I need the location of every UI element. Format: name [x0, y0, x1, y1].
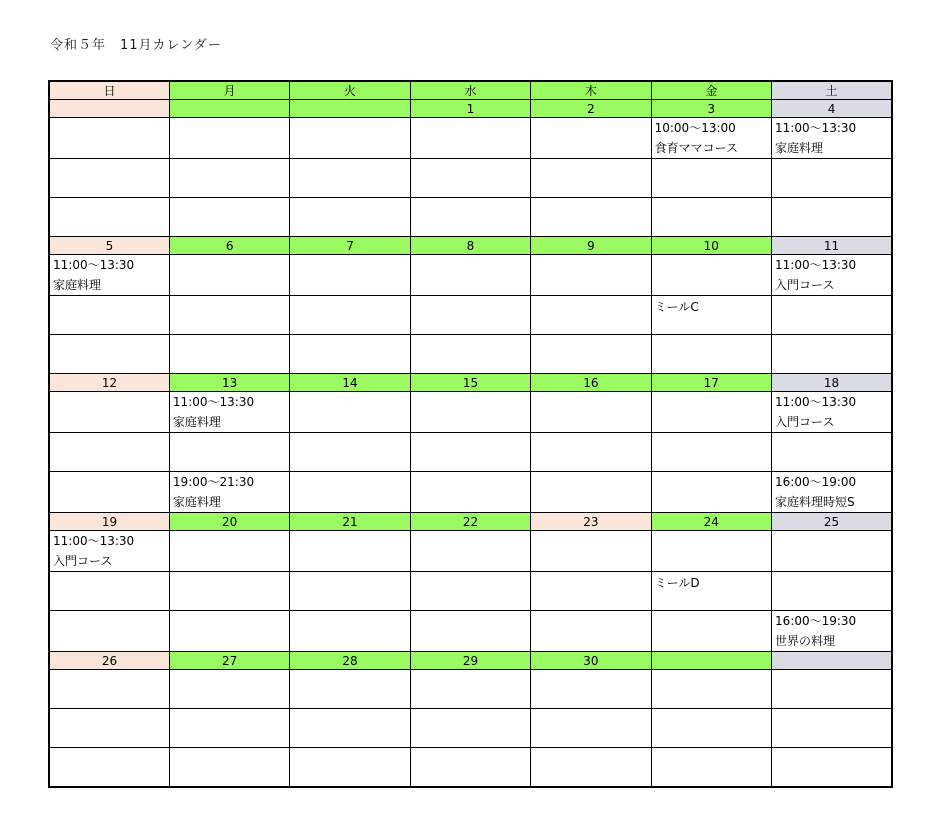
event-name-text: [50, 749, 169, 750]
event-cell-thursday: [531, 392, 651, 433]
event-time-text: 10:00～13:00: [654, 121, 736, 135]
event-cell-friday: [651, 433, 771, 472]
event-cell-tuesday: [290, 670, 410, 709]
event-name-text: [652, 336, 771, 337]
event-cell-tuesday: [290, 472, 410, 513]
event-name-text: [411, 199, 530, 200]
event-name-text: [411, 336, 530, 337]
week-3-date-row: [49, 374, 892, 392]
event-name-text: [411, 297, 530, 298]
event-name-text: [50, 199, 169, 200]
event-cell-tuesday: [290, 296, 410, 335]
event-cell-saturday: [772, 433, 892, 472]
event-cell-monday: [169, 433, 289, 472]
event-cell-tuesday: [290, 118, 410, 159]
week-2-event-row-3: [49, 335, 892, 374]
event-name-text: 家庭料理: [53, 278, 102, 292]
event-cell-thursday: [531, 472, 651, 513]
event-cell-wednesday: [410, 670, 530, 709]
event-name-text: [170, 612, 289, 613]
date-cell-monday: 27: [169, 652, 289, 670]
event-cell-sunday: [49, 118, 169, 159]
event-name-text: [411, 160, 530, 161]
event-name-text: [531, 573, 650, 574]
week-2-event-row-1: [49, 255, 892, 296]
date-cell-wednesday: 22: [410, 513, 530, 531]
date-cell-saturday: 18: [772, 374, 892, 392]
event-cell-tuesday: [290, 748, 410, 787]
day-header-thursday: 木: [531, 81, 651, 100]
event-name-text: [772, 710, 891, 711]
date-cell-wednesday: 29: [410, 652, 530, 670]
event-name-text: [652, 671, 771, 672]
event-cell-thursday: [531, 611, 651, 652]
week-1-event-row-1: [49, 118, 892, 159]
event-name-text: [652, 710, 771, 711]
event-cell-monday: [169, 472, 289, 513]
event-cell-monday: [169, 611, 289, 652]
event-name-text: [290, 473, 409, 474]
event-cell-wednesday: [410, 118, 530, 159]
event-cell-monday: [169, 572, 289, 611]
event-name-text: [772, 573, 891, 574]
event-cell-friday: [651, 572, 771, 611]
date-cell-monday: 20: [169, 513, 289, 531]
event-name-text: [50, 573, 169, 574]
event-name-text: [411, 256, 530, 257]
event-cell-sunday: [49, 433, 169, 472]
event-name-text: [290, 297, 409, 298]
event-cell-thursday: [531, 159, 651, 198]
event-cell-saturday: [772, 118, 892, 159]
event-name-text: [531, 393, 650, 394]
event-cell-tuesday: [290, 255, 410, 296]
event-cell-thursday: [531, 335, 651, 374]
date-cell-monday: 13: [169, 374, 289, 392]
event-cell-friday: [651, 472, 771, 513]
week-2-date-row: [49, 237, 892, 255]
event-name-text: [531, 473, 650, 474]
event-name-text: [50, 612, 169, 613]
event-cell-tuesday: [290, 611, 410, 652]
event-name-text: [531, 160, 650, 161]
event-cell-friday: [651, 335, 771, 374]
event-name-text: [290, 256, 409, 257]
event-time-text: 11:00～13:30: [172, 395, 255, 409]
event-cell-friday: [651, 748, 771, 787]
event-cell-wednesday: [410, 472, 530, 513]
event-cell-tuesday: [290, 531, 410, 572]
event-cell-monday: [169, 255, 289, 296]
date-cell-friday: [651, 652, 771, 670]
event-name-text: [170, 160, 289, 161]
week-5-event-row-2: [49, 709, 892, 748]
event-cell-sunday: [49, 159, 169, 198]
event-cell-monday: [169, 670, 289, 709]
event-name-text: [411, 671, 530, 672]
event-name-text: [50, 434, 169, 435]
calendar-table: [48, 80, 893, 788]
event-cell-tuesday: [290, 709, 410, 748]
event-name-text: 家庭料理時短S: [775, 495, 855, 509]
event-cell-thursday: [531, 748, 651, 787]
date-cell-wednesday: 15: [410, 374, 530, 392]
event-name-text: 入門コース: [53, 554, 113, 568]
event-cell-saturday: [772, 255, 892, 296]
event-name-text: [652, 749, 771, 750]
event-cell-saturday: [772, 531, 892, 572]
date-cell-friday: 3: [651, 100, 771, 118]
event-cell-monday: [169, 159, 289, 198]
event-cell-sunday: [49, 611, 169, 652]
event-cell-friday: [651, 670, 771, 709]
event-name-text: [290, 612, 409, 613]
date-cell-monday: 6: [169, 237, 289, 255]
event-name-text: [290, 671, 409, 672]
event-name-text: [772, 199, 891, 200]
week-4-date-row: [49, 513, 892, 531]
event-cell-wednesday: [410, 748, 530, 787]
event-name-text: [652, 473, 771, 474]
event-name-text: [772, 749, 891, 750]
event-name-text: [170, 119, 289, 120]
event-cell-friday: [651, 296, 771, 335]
event-name-text: [50, 671, 169, 672]
date-cell-thursday: 2: [531, 100, 651, 118]
date-cell-tuesday: [290, 100, 410, 118]
event-cell-monday: [169, 296, 289, 335]
date-cell-monday: [169, 100, 289, 118]
event-cell-wednesday: [410, 531, 530, 572]
event-name-text: [290, 710, 409, 711]
event-name-text: [652, 393, 771, 394]
event-cell-tuesday: [290, 159, 410, 198]
event-name-text: ミールD: [654, 576, 700, 590]
event-time-text: 11:00～13:30: [53, 534, 135, 548]
date-cell-wednesday: 1: [410, 100, 530, 118]
event-name-text: 食育ママコース: [654, 141, 739, 155]
event-cell-thursday: [531, 433, 651, 472]
event-name-text: [411, 573, 530, 574]
date-cell-sunday: 5: [49, 237, 169, 255]
event-name-text: [50, 473, 169, 474]
event-name-text: [531, 336, 650, 337]
event-cell-saturday: [772, 670, 892, 709]
day-header-wednesday: 水: [410, 81, 530, 100]
event-name-text: [50, 297, 169, 298]
event-cell-saturday: [772, 572, 892, 611]
event-name-text: [772, 297, 891, 298]
event-cell-tuesday: [290, 198, 410, 237]
date-cell-sunday: 19: [49, 513, 169, 531]
week-5-date-row: [49, 652, 892, 670]
event-name-text: [411, 473, 530, 474]
event-name-text: [290, 119, 409, 120]
event-name-text: [652, 199, 771, 200]
event-cell-friday: [651, 392, 771, 433]
event-time-text: 11:00～13:30: [53, 258, 135, 272]
event-cell-monday: [169, 748, 289, 787]
date-cell-sunday: 12: [49, 374, 169, 392]
event-cell-tuesday: [290, 392, 410, 433]
event-name-text: 家庭料理: [775, 141, 824, 155]
event-name-text: [290, 532, 409, 533]
date-cell-tuesday: 14: [290, 374, 410, 392]
week-3-event-row-1: [49, 392, 892, 433]
event-cell-monday: [169, 709, 289, 748]
event-name-text: [772, 671, 891, 672]
event-name-text: [531, 434, 650, 435]
day-header-monday: 月: [169, 81, 289, 100]
event-time-text: 16:00～19:30: [775, 614, 857, 628]
week-2-event-row-2: [49, 296, 892, 335]
event-time-text: 19:00～21:30: [172, 475, 255, 489]
event-cell-sunday: [49, 709, 169, 748]
event-name-text: [170, 671, 289, 672]
event-name-text: [290, 573, 409, 574]
date-cell-friday: 10: [651, 237, 771, 255]
date-cell-thursday: 16: [531, 374, 651, 392]
event-time-text: 16:00～19:00: [775, 475, 857, 489]
event-cell-thursday: [531, 198, 651, 237]
event-time-text: 11:00～13:30: [775, 258, 857, 272]
event-cell-wednesday: [410, 611, 530, 652]
event-cell-sunday: [49, 572, 169, 611]
event-name-text: [411, 393, 530, 394]
event-cell-monday: [169, 118, 289, 159]
week-4-event-row-1: [49, 531, 892, 572]
date-cell-wednesday: 8: [410, 237, 530, 255]
event-cell-wednesday: [410, 255, 530, 296]
event-cell-saturday: [772, 472, 892, 513]
event-name-text: [531, 710, 650, 711]
event-name-text: [652, 532, 771, 533]
event-cell-thursday: [531, 255, 651, 296]
event-cell-thursday: [531, 572, 651, 611]
event-name-text: [531, 612, 650, 613]
event-cell-sunday: [49, 198, 169, 237]
event-cell-sunday: [49, 748, 169, 787]
event-name-text: [531, 297, 650, 298]
event-name-text: [170, 256, 289, 257]
day-header-section: [49, 81, 892, 100]
event-name-text: 入門コース: [775, 278, 835, 292]
event-cell-tuesday: [290, 572, 410, 611]
date-cell-sunday: 26: [49, 652, 169, 670]
event-cell-friday: [651, 198, 771, 237]
event-name-text: [170, 297, 289, 298]
date-cell-thursday: 23: [531, 513, 651, 531]
event-name-text: [170, 532, 289, 533]
event-cell-sunday: [49, 296, 169, 335]
event-name-text: [411, 119, 530, 120]
event-name-text: [652, 160, 771, 161]
week-5-event-row-3: [49, 748, 892, 787]
event-cell-saturday: [772, 198, 892, 237]
event-cell-wednesday: [410, 198, 530, 237]
week-4-event-row-2: [49, 572, 892, 611]
event-cell-friday: [651, 255, 771, 296]
event-cell-saturday: [772, 296, 892, 335]
event-cell-tuesday: [290, 335, 410, 374]
event-name-text: [411, 434, 530, 435]
event-cell-thursday: [531, 296, 651, 335]
event-cell-tuesday: [290, 433, 410, 472]
event-cell-wednesday: [410, 392, 530, 433]
event-name-text: [772, 532, 891, 533]
event-cell-saturday: [772, 748, 892, 787]
event-cell-wednesday: [410, 433, 530, 472]
event-name-text: [531, 749, 650, 750]
week-5-event-row-1: [49, 670, 892, 709]
event-name-text: [50, 710, 169, 711]
event-cell-thursday: [531, 670, 651, 709]
event-name-text: [290, 749, 409, 750]
event-name-text: 入門コース: [775, 415, 835, 429]
day-header-saturday: 土: [772, 81, 892, 100]
week-1-date-row: [49, 100, 892, 118]
week-1-event-row-3: [49, 198, 892, 237]
event-cell-friday: [651, 118, 771, 159]
event-name-text: [50, 336, 169, 337]
date-cell-saturday: 4: [772, 100, 892, 118]
date-cell-tuesday: 21: [290, 513, 410, 531]
event-name-text: [772, 336, 891, 337]
page-title: 令和５年 11月カレンダー: [50, 38, 222, 53]
date-cell-saturday: [772, 652, 892, 670]
event-name-text: [652, 256, 771, 257]
event-name-text: [170, 199, 289, 200]
date-cell-saturday: 25: [772, 513, 892, 531]
event-cell-wednesday: [410, 335, 530, 374]
event-cell-sunday: [49, 392, 169, 433]
event-name-text: [531, 256, 650, 257]
event-time-text: 11:00～13:30: [775, 121, 857, 135]
event-cell-saturday: [772, 611, 892, 652]
event-cell-sunday: [49, 531, 169, 572]
event-cell-sunday: [49, 335, 169, 374]
event-cell-monday: [169, 335, 289, 374]
event-name-text: [411, 710, 530, 711]
event-name-text: [170, 336, 289, 337]
event-cell-friday: [651, 159, 771, 198]
event-name-text: [411, 532, 530, 533]
event-name-text: [531, 119, 650, 120]
event-name-text: [50, 119, 169, 120]
week-1-event-row-2: [49, 159, 892, 198]
event-cell-thursday: [531, 118, 651, 159]
event-name-text: [652, 612, 771, 613]
event-name-text: 家庭料理: [172, 495, 221, 509]
week-4-event-row-3: [49, 611, 892, 652]
event-cell-wednesday: [410, 709, 530, 748]
event-cell-friday: [651, 709, 771, 748]
event-cell-saturday: [772, 709, 892, 748]
event-name-text: [531, 671, 650, 672]
event-cell-thursday: [531, 531, 651, 572]
day-header-tuesday: 火: [290, 81, 410, 100]
event-name-text: [50, 393, 169, 394]
event-cell-saturday: [772, 159, 892, 198]
event-cell-friday: [651, 611, 771, 652]
event-cell-wednesday: [410, 572, 530, 611]
date-cell-friday: 17: [651, 374, 771, 392]
event-cell-friday: [651, 531, 771, 572]
event-cell-wednesday: [410, 159, 530, 198]
event-cell-monday: [169, 531, 289, 572]
event-name-text: [772, 434, 891, 435]
event-name-text: [170, 434, 289, 435]
date-cell-friday: 24: [651, 513, 771, 531]
day-header-friday: 金: [651, 81, 771, 100]
event-name-text: 世界の料理: [775, 634, 836, 648]
date-cell-saturday: 11: [772, 237, 892, 255]
event-name-text: [50, 160, 169, 161]
event-name-text: 家庭料理: [172, 415, 221, 429]
event-name-text: [652, 434, 771, 435]
event-cell-wednesday: [410, 296, 530, 335]
event-name-text: ミールC: [654, 300, 699, 314]
calendar-body: [49, 100, 892, 787]
event-cell-sunday: [49, 670, 169, 709]
event-name-text: [290, 336, 409, 337]
event-name-text: [290, 434, 409, 435]
week-3-event-row-3: [49, 472, 892, 513]
event-name-text: [411, 749, 530, 750]
event-name-text: [170, 573, 289, 574]
date-cell-tuesday: 7: [290, 237, 410, 255]
event-cell-monday: [169, 198, 289, 237]
event-cell-thursday: [531, 709, 651, 748]
event-cell-sunday: [49, 472, 169, 513]
event-cell-sunday: [49, 255, 169, 296]
day-header-row: [49, 81, 892, 100]
event-time-text: 11:00～13:30: [775, 395, 857, 409]
event-cell-saturday: [772, 335, 892, 374]
event-name-text: [290, 393, 409, 394]
date-cell-thursday: 30: [531, 652, 651, 670]
event-name-text: [531, 532, 650, 533]
date-cell-thursday: 9: [531, 237, 651, 255]
date-cell-sunday: [49, 100, 169, 118]
event-name-text: [290, 160, 409, 161]
event-cell-monday: [169, 392, 289, 433]
event-name-text: [290, 199, 409, 200]
event-cell-saturday: [772, 392, 892, 433]
event-name-text: [531, 199, 650, 200]
event-name-text: [772, 160, 891, 161]
event-name-text: [170, 710, 289, 711]
week-3-event-row-2: [49, 433, 892, 472]
day-header-sunday: 日: [49, 81, 169, 100]
event-name-text: [170, 749, 289, 750]
event-name-text: [411, 612, 530, 613]
date-cell-tuesday: 28: [290, 652, 410, 670]
